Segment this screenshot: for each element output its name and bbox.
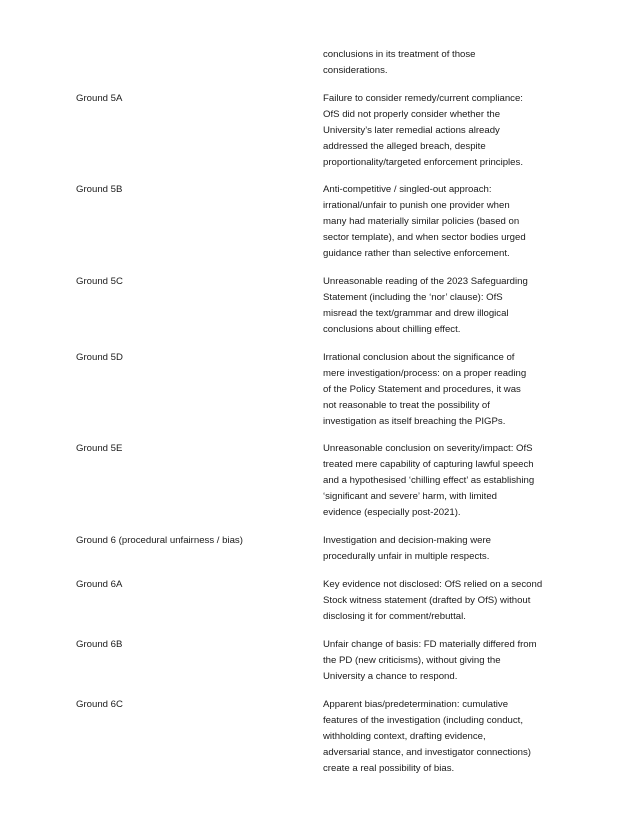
description-line: treated mere capability of capturing lawful speech xyxy=(323,459,534,470)
description-line: addressed the alleged breach, despite xyxy=(323,141,486,152)
description-line: Stock witness statement (drafted by OfS) without xyxy=(323,595,531,606)
description-line: Statement (including the ‘nor’ clause): OfS xyxy=(323,292,503,303)
ground-label: Ground 6 (procedural unfairness / bias) xyxy=(76,535,243,546)
description-line: OfS did not properly consider whether the xyxy=(323,109,501,120)
description-line: Unreasonable reading of the 2023 Safeguarding xyxy=(323,276,528,287)
description-line: considerations. xyxy=(323,65,388,76)
description-line: mere investigation/process: on a proper reading xyxy=(323,368,527,379)
description-line: Key evidence not disclosed: OfS relied on a second xyxy=(323,579,543,590)
description-line: Anti-competitive / singled-out approach: xyxy=(323,184,492,195)
description-line: Investigation and decision-making were xyxy=(323,535,491,546)
description-line: create a real possibility of bias. xyxy=(323,763,455,774)
description-line: conclusions in its treatment of those xyxy=(323,49,476,60)
description-line: ‘significant and severe’ harm, with limited xyxy=(323,491,498,502)
ground-label: Ground 5C xyxy=(76,276,123,287)
description-line: disclosing it for comment/rebuttal. xyxy=(323,611,466,622)
ground-label: Ground 5E xyxy=(76,443,123,454)
description-line: sector template), and when sector bodies urged xyxy=(323,232,526,243)
ground-description xyxy=(323,697,568,777)
description-line: misread the text/grammar and drew illogical xyxy=(323,308,509,319)
ground-label: Ground 6B xyxy=(76,639,123,650)
description-line: and a hypothesised ‘chilling effect’ as establishing xyxy=(323,475,535,486)
description-line: features of the investigation (including conduct, xyxy=(323,715,523,726)
description-line: Unreasonable conclusion on severity/impact: OfS xyxy=(323,443,533,454)
description-line: irrational/unfair to punish one provider when xyxy=(323,200,510,211)
description-line: of the Policy Statement and procedures, it was xyxy=(323,384,521,395)
description-line: proportionality/targeted enforcement principles. xyxy=(323,157,523,168)
ground-description xyxy=(323,533,568,565)
description-line: the PD (new criticisms), without giving the xyxy=(323,655,501,666)
ground-description xyxy=(323,577,568,625)
ground-description xyxy=(323,47,568,79)
description-line: procedurally unfair in multiple respects. xyxy=(323,551,490,562)
ground-description xyxy=(323,274,568,338)
description-line: Apparent bias/predetermination: cumulative xyxy=(323,699,509,710)
description-line: University a chance to respond. xyxy=(323,671,458,682)
ground-label: Ground 5A xyxy=(76,93,123,104)
description-line: Failure to consider remedy/current compliance: xyxy=(323,93,523,104)
description-line: conclusions about chilling effect. xyxy=(323,324,461,335)
description-line: guidance rather than selective enforcement. xyxy=(323,248,510,259)
ground-label: Ground 6C xyxy=(76,699,123,710)
ground-description xyxy=(323,441,568,521)
description-line: evidence (especially post-2021). xyxy=(323,507,461,518)
description-line: withholding context, drafting evidence, xyxy=(323,731,486,742)
ground-description xyxy=(323,182,568,262)
ground-label: Ground 5B xyxy=(76,184,123,195)
description-line: adversarial stance, and investigator connections) xyxy=(323,747,531,758)
description-line: not reasonable to treat the possibility of xyxy=(323,400,490,411)
ground-description xyxy=(323,350,568,430)
description-line: Unfair change of basis: FD materially differed from xyxy=(323,639,537,650)
ground-description xyxy=(323,91,568,171)
ground-label: Ground 5D xyxy=(76,352,123,363)
ground-label: Ground 6A xyxy=(76,579,123,590)
ground-description xyxy=(323,637,568,685)
description-line: investigation as itself breaching the PIGPs. xyxy=(323,416,506,427)
description-line: many had materially similar policies (based on xyxy=(323,216,520,227)
description-line: University’s later remedial actions already xyxy=(323,125,500,136)
description-line: Irrational conclusion about the significance of xyxy=(323,352,515,363)
